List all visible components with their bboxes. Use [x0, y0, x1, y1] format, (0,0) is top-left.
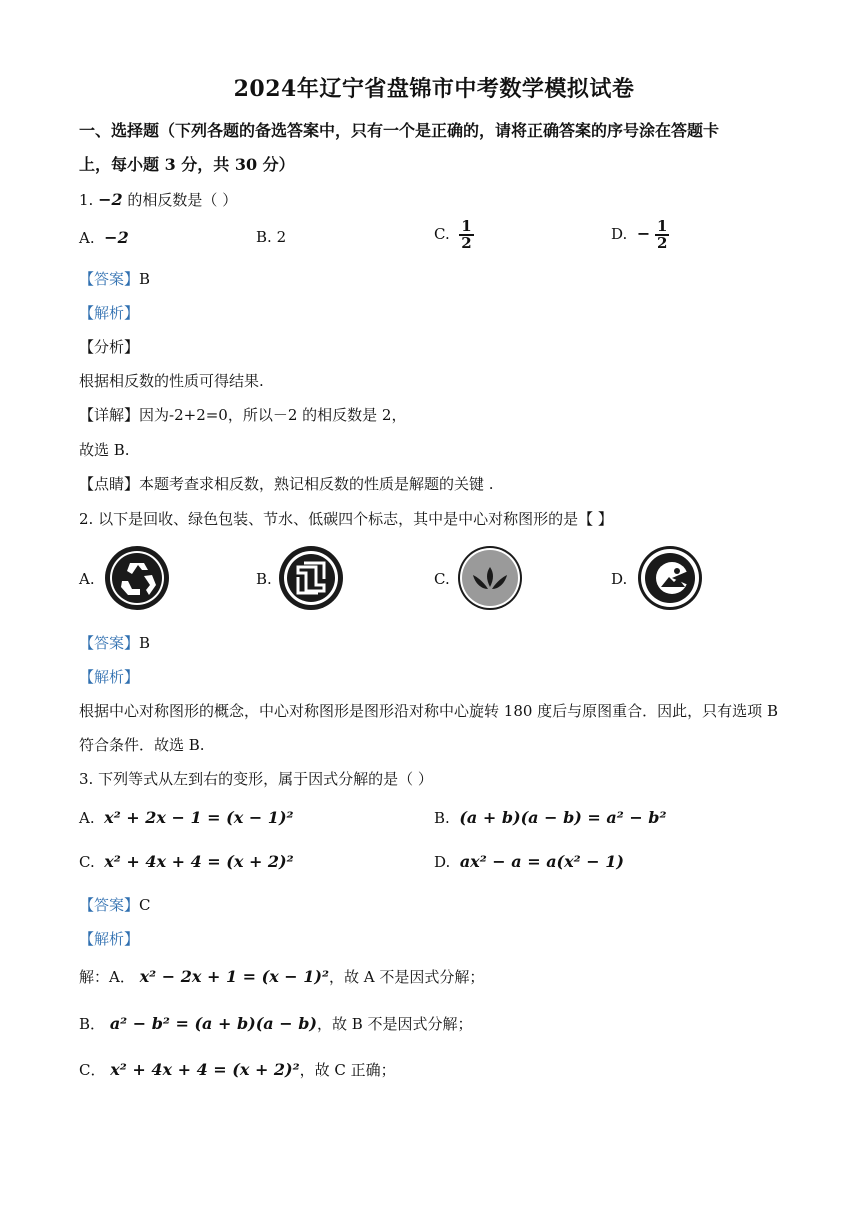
q3-option-c: [79, 852, 294, 871]
solution-expression: x² − 2x + 1 = (x − 1)²: [139, 967, 329, 986]
option-label: C.: [434, 225, 450, 243]
solution-expression: a² − b² = (a + b)(a − b): [109, 1014, 317, 1033]
q1-stem-text: 的相反数是（ ）: [127, 191, 238, 209]
fraction: [655, 219, 669, 251]
option-value: −2: [104, 228, 129, 247]
answer-value: C: [139, 896, 151, 914]
solution-prefix: B．: [79, 1015, 106, 1033]
q1-option-a: [79, 228, 129, 247]
option-label: B.: [256, 228, 272, 246]
low-carbon-icon: [637, 545, 703, 611]
water-saving-icon: [457, 545, 523, 611]
option-label: C.: [79, 853, 95, 871]
analysis-tag: 【解析】: [79, 304, 140, 322]
fraction-denominator: 2: [657, 234, 668, 252]
option-value: 2: [276, 228, 287, 246]
q1-stem-math: −2: [98, 190, 123, 209]
option-label: D.: [611, 225, 628, 243]
answer-tag: 【答案】: [79, 896, 140, 914]
q2-analysis-tag: [79, 666, 139, 687]
answer-tag: 【答案】: [79, 634, 140, 652]
q1-fenxi-tag: 【分析】: [79, 338, 140, 356]
answer-value: B: [139, 634, 151, 652]
q3-stem: 3. 下列等式从左到右的变形，属于因式分解的是（ ）: [79, 770, 433, 788]
option-expression: x² + 2x − 1 = (x − 1)²: [104, 808, 294, 827]
option-label: D.: [434, 853, 451, 871]
q3-solution-c: [79, 1059, 396, 1080]
q3-option-a: [79, 808, 294, 827]
q1-answer: [79, 268, 150, 289]
q1-option-b: [256, 228, 286, 246]
fraction: [459, 219, 473, 251]
q2-option-b-label: B.: [256, 570, 272, 588]
q2-option-c-label: C.: [434, 570, 450, 588]
q3-solution-a: [79, 966, 484, 987]
solution-prefix: 解：A．: [79, 968, 135, 986]
answer-tag: 【答案】: [79, 270, 140, 288]
solution-suffix: ，故 B 不是因式分解；: [316, 1015, 473, 1033]
q2-answer: [79, 632, 150, 653]
q2-stem: 2. 以下是回收、绿色包装、节水、低碳四个标志，其中是中心对称图形的是【 】: [79, 510, 613, 528]
answer-value: B: [139, 270, 151, 288]
recycle-icon: [104, 545, 170, 611]
q3-option-b: [434, 808, 667, 827]
q1-conclusion: 故选 B.: [79, 441, 130, 459]
solution-prefix: C．: [79, 1061, 106, 1079]
solution-suffix: ，故 A 不是因式分解；: [328, 968, 485, 986]
q1-comment: [79, 473, 494, 494]
solution-expression: x² + 4x + 4 = (x + 2)²: [110, 1060, 300, 1079]
q2-option-d-label: D.: [611, 570, 628, 588]
fraction-numerator: 1: [657, 217, 668, 235]
q3-analysis-tag: [79, 928, 139, 949]
q1-option-c: [434, 219, 474, 251]
minus-sign: −: [636, 224, 651, 243]
option-expression: x² + 4x + 4 = (x + 2)²: [104, 852, 294, 871]
q2-analysis-line2: 符合条件．故选 B.: [79, 736, 205, 754]
q1-stem: [79, 189, 237, 210]
comment-tag: 【点睛】: [79, 475, 140, 493]
q2-option-a-label: A.: [79, 570, 95, 588]
q1-analysis-tag: [79, 302, 139, 323]
section-heading-line2: 上，每小题 3 分，共 30 分）: [79, 155, 295, 174]
q1-detail: [79, 404, 406, 425]
option-label: B.: [434, 809, 450, 827]
page-title: 2024年辽宁省盘锦市中考数学模拟试卷: [233, 76, 635, 102]
analysis-tag: 【解析】: [79, 668, 140, 686]
q2-analysis-line1: 根据中心对称图形的概念，中心对称图形是图形沿对称中心旋转 180 度后与原图重合．因此，只有选项 B: [79, 702, 778, 720]
comment-text: 本题考查求相反数，熟记相反数的性质是解题的关键 .: [139, 475, 494, 493]
solution-suffix: ，故 C 正确；: [299, 1061, 396, 1079]
option-label: A.: [79, 229, 95, 247]
q3-answer: [79, 894, 151, 915]
detail-tag: 【详解】: [79, 406, 140, 424]
fraction-denominator: 2: [461, 234, 472, 252]
q3-option-d: [434, 852, 624, 871]
fraction-numerator: 1: [461, 217, 472, 235]
q1-number: 1.: [79, 191, 94, 209]
q1-fenxi-text: 根据相反数的性质可得结果.: [79, 372, 264, 390]
detail-text: 因为-2+2=0，所以－2 的相反数是 2，: [139, 406, 407, 424]
analysis-tag: 【解析】: [79, 930, 140, 948]
q3-solution-b: [79, 1013, 473, 1034]
q1-option-d: [611, 219, 669, 251]
section-heading-line1: 一、选择题（下列各题的备选答案中，只有一个是正确的，请将正确答案的序号涂在答题卡: [79, 121, 720, 140]
option-expression: (a + b)(a − b) = a² − b²: [459, 808, 667, 827]
option-expression: ax² − a = a(x² − 1): [459, 852, 624, 871]
option-label: A.: [79, 809, 95, 827]
green-package-icon: [278, 545, 344, 611]
